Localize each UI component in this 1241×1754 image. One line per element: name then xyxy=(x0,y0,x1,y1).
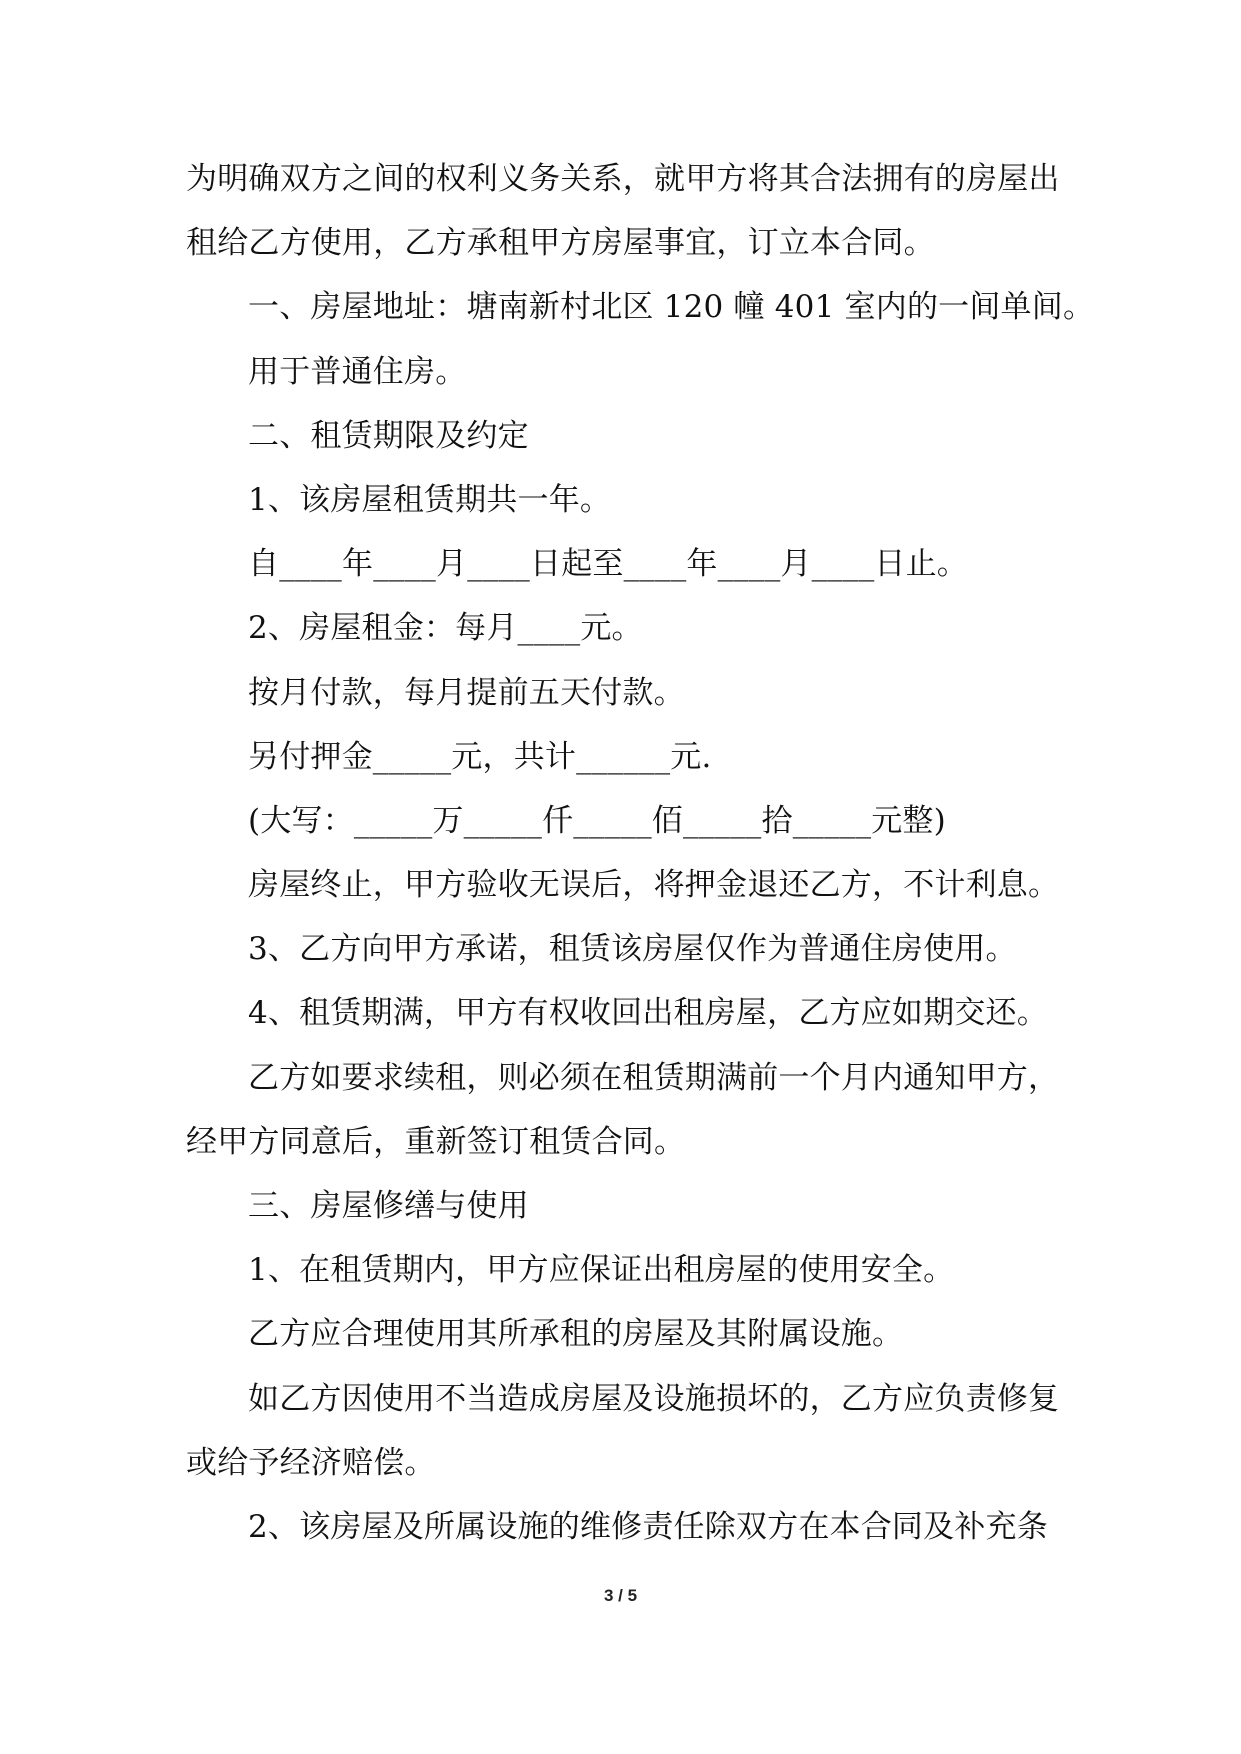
paragraph-line: 租给乙方使用，乙方承租甲方房屋事宜，订立本合同。 xyxy=(186,225,935,262)
clause-line: 2、该房屋及所属设施的维修责任除双方在本合同及补充条 xyxy=(248,1508,1048,1545)
paragraph-line: 按月付款，每月提前五天付款。 xyxy=(248,674,685,711)
deposit-line: 另付押金_____元，共计______元. xyxy=(248,738,712,775)
page-number: 3 / 5 xyxy=(603,1586,638,1605)
paragraph-line: 房屋终止，甲方验收无误后，将押金退还乙方，不计利息。 xyxy=(248,867,1060,904)
paragraph-line: 如乙方因使用不当造成房屋及设施损坏的，乙方应负责修复 xyxy=(248,1380,1060,1417)
amount-in-words-line: (大写：_____万_____仟_____佰_____拾_____元整) xyxy=(248,802,946,839)
section-heading: 一、房屋地址：塘南新村北区 120 幢 401 室内的一间单间。 xyxy=(248,289,1095,326)
paragraph-line: 乙方如要求续租，则必须在租赁期满前一个月内通知甲方， xyxy=(248,1059,1060,1096)
paragraph-line: 为明确双方之间的权利义务关系，就甲方将其合法拥有的房屋出 xyxy=(186,161,1060,197)
paragraph-line: 乙方应合理使用其所承租的房屋及其附属设施。 xyxy=(248,1316,904,1353)
section-heading: 三、房屋修缮与使用 xyxy=(248,1188,529,1224)
clause-line: 2、房屋租金：每月____元。 xyxy=(248,610,643,647)
clause-line: 4、租赁期满，甲方有权收回出租房屋，乙方应如期交还。 xyxy=(248,995,1048,1032)
clause-line: 3、乙方向甲方承诺，租赁该房屋仅作为普通住房使用。 xyxy=(248,931,1017,968)
paragraph-line: 或给予经济赔偿。 xyxy=(186,1444,436,1481)
clause-line: 1、该房屋租赁期共一年。 xyxy=(248,481,612,518)
document-body xyxy=(186,158,1095,1570)
section-heading: 二、租赁期限及约定 xyxy=(248,417,529,454)
paragraph-line: 经甲方同意后，重新签订租赁合同。 xyxy=(186,1123,686,1160)
paragraph-line: 用于普通住房。 xyxy=(248,353,467,390)
clause-line: 1、在租赁期内，甲方应保证出租房屋的使用安全。 xyxy=(248,1252,955,1289)
date-range-line: 自____年____月____日起至____年____月____日止。 xyxy=(248,546,968,583)
